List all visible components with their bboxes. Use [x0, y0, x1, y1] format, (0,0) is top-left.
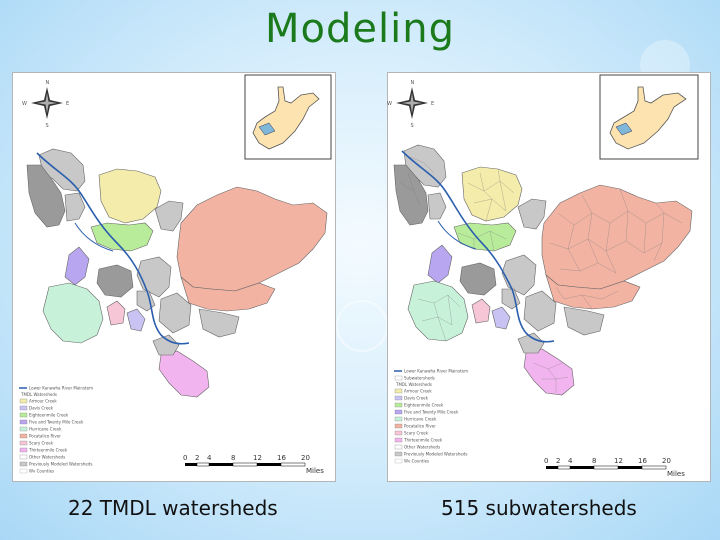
scale-tick: 2: [195, 454, 200, 462]
legend-item: Scary Creek: [404, 430, 429, 436]
scale-tick: 0: [544, 457, 549, 465]
legend-item: Eighteenmile Creek: [29, 412, 69, 418]
scale-tick: 8: [592, 457, 597, 465]
scale-tick: 20: [301, 454, 310, 462]
legend-item: Subwatersheds: [404, 375, 435, 381]
legend-item: Eighteenmile Creek: [404, 402, 444, 408]
scale-tick: 20: [662, 457, 671, 465]
legend-item: Lower Kanawha River Mainstem: [404, 368, 468, 374]
compass-w: W: [22, 101, 27, 107]
scale-tick: 4: [207, 454, 212, 462]
legend-item: TMDL Watersheds: [21, 392, 58, 397]
scale-bar: [544, 457, 685, 478]
wv-inset-map: [600, 75, 698, 159]
legend-item: Thirteenmile Creek: [404, 437, 443, 443]
map-canvas: [388, 73, 710, 481]
legend-item: Hurricane Creek: [29, 426, 62, 432]
legend-item: Other Watersheds: [29, 454, 66, 460]
legend-item: Hurricane Creek: [404, 416, 437, 422]
legend-item: Scary Creek: [29, 440, 54, 446]
scale-bar: [183, 454, 324, 475]
legend-item: Armour Creek: [404, 388, 432, 394]
subwatersheds-map: [387, 72, 711, 482]
legend-item: Davis Creek: [404, 395, 428, 401]
scale-tick: 8: [231, 454, 236, 462]
legend-item: Pocatalico River: [404, 423, 436, 429]
compass-rose-icon: [22, 80, 69, 129]
legend-item: Previously Modeled Watersheds: [29, 461, 93, 467]
compass-rose-icon: [387, 80, 434, 129]
legend-item: Thirteenmile Creek: [29, 447, 68, 453]
legend-item: Wv Counties: [404, 458, 430, 464]
background-bubble: [336, 300, 388, 352]
compass-s: S: [410, 123, 414, 129]
scale-tick: 12: [253, 454, 262, 462]
watershed-polygons: [27, 149, 327, 397]
scale-tick: 16: [638, 457, 647, 465]
compass-w: W: [387, 101, 392, 107]
scale-tick: 0: [183, 454, 188, 462]
slide-title: Modeling: [265, 6, 455, 52]
legend-item: Davis Creek: [29, 405, 53, 411]
map-canvas: [13, 73, 335, 481]
scale-tick: 16: [277, 454, 286, 462]
legend-item: Pocatalico River: [29, 433, 61, 439]
scale-unit: Miles: [306, 467, 324, 475]
legend-item: Five and Twenty Mile Creek: [404, 409, 459, 415]
wv-inset-map: [245, 75, 331, 159]
scale-tick: 2: [556, 457, 561, 465]
compass-n: N: [45, 80, 50, 86]
legend-item: Armour Creek: [29, 398, 57, 404]
map-legend: [394, 369, 468, 464]
legend-item: Previously Modeled Watersheds: [404, 451, 468, 457]
scale-tick: 4: [568, 457, 573, 465]
scale-unit: Miles: [667, 470, 685, 478]
legend-item: Other Watersheds: [404, 444, 441, 450]
legend-item: TMDL Watersheds: [396, 382, 433, 387]
map-legend: [19, 386, 93, 474]
legend-item: Lower Kanawha River Mainstem: [29, 385, 93, 391]
compass-s: S: [45, 123, 49, 129]
scale-tick: 12: [614, 457, 623, 465]
legend-item: Wv Counties: [29, 468, 55, 474]
compass-e: E: [431, 101, 435, 107]
compass-e: E: [66, 101, 70, 107]
right-map-caption: 515 subwatersheds: [441, 496, 637, 520]
compass-n: N: [410, 80, 415, 86]
tmdl-watersheds-map: [12, 72, 336, 482]
legend-item: Five and Twenty Mile Creek: [29, 419, 84, 425]
left-map-caption: 22 TMDL watersheds: [68, 496, 278, 520]
